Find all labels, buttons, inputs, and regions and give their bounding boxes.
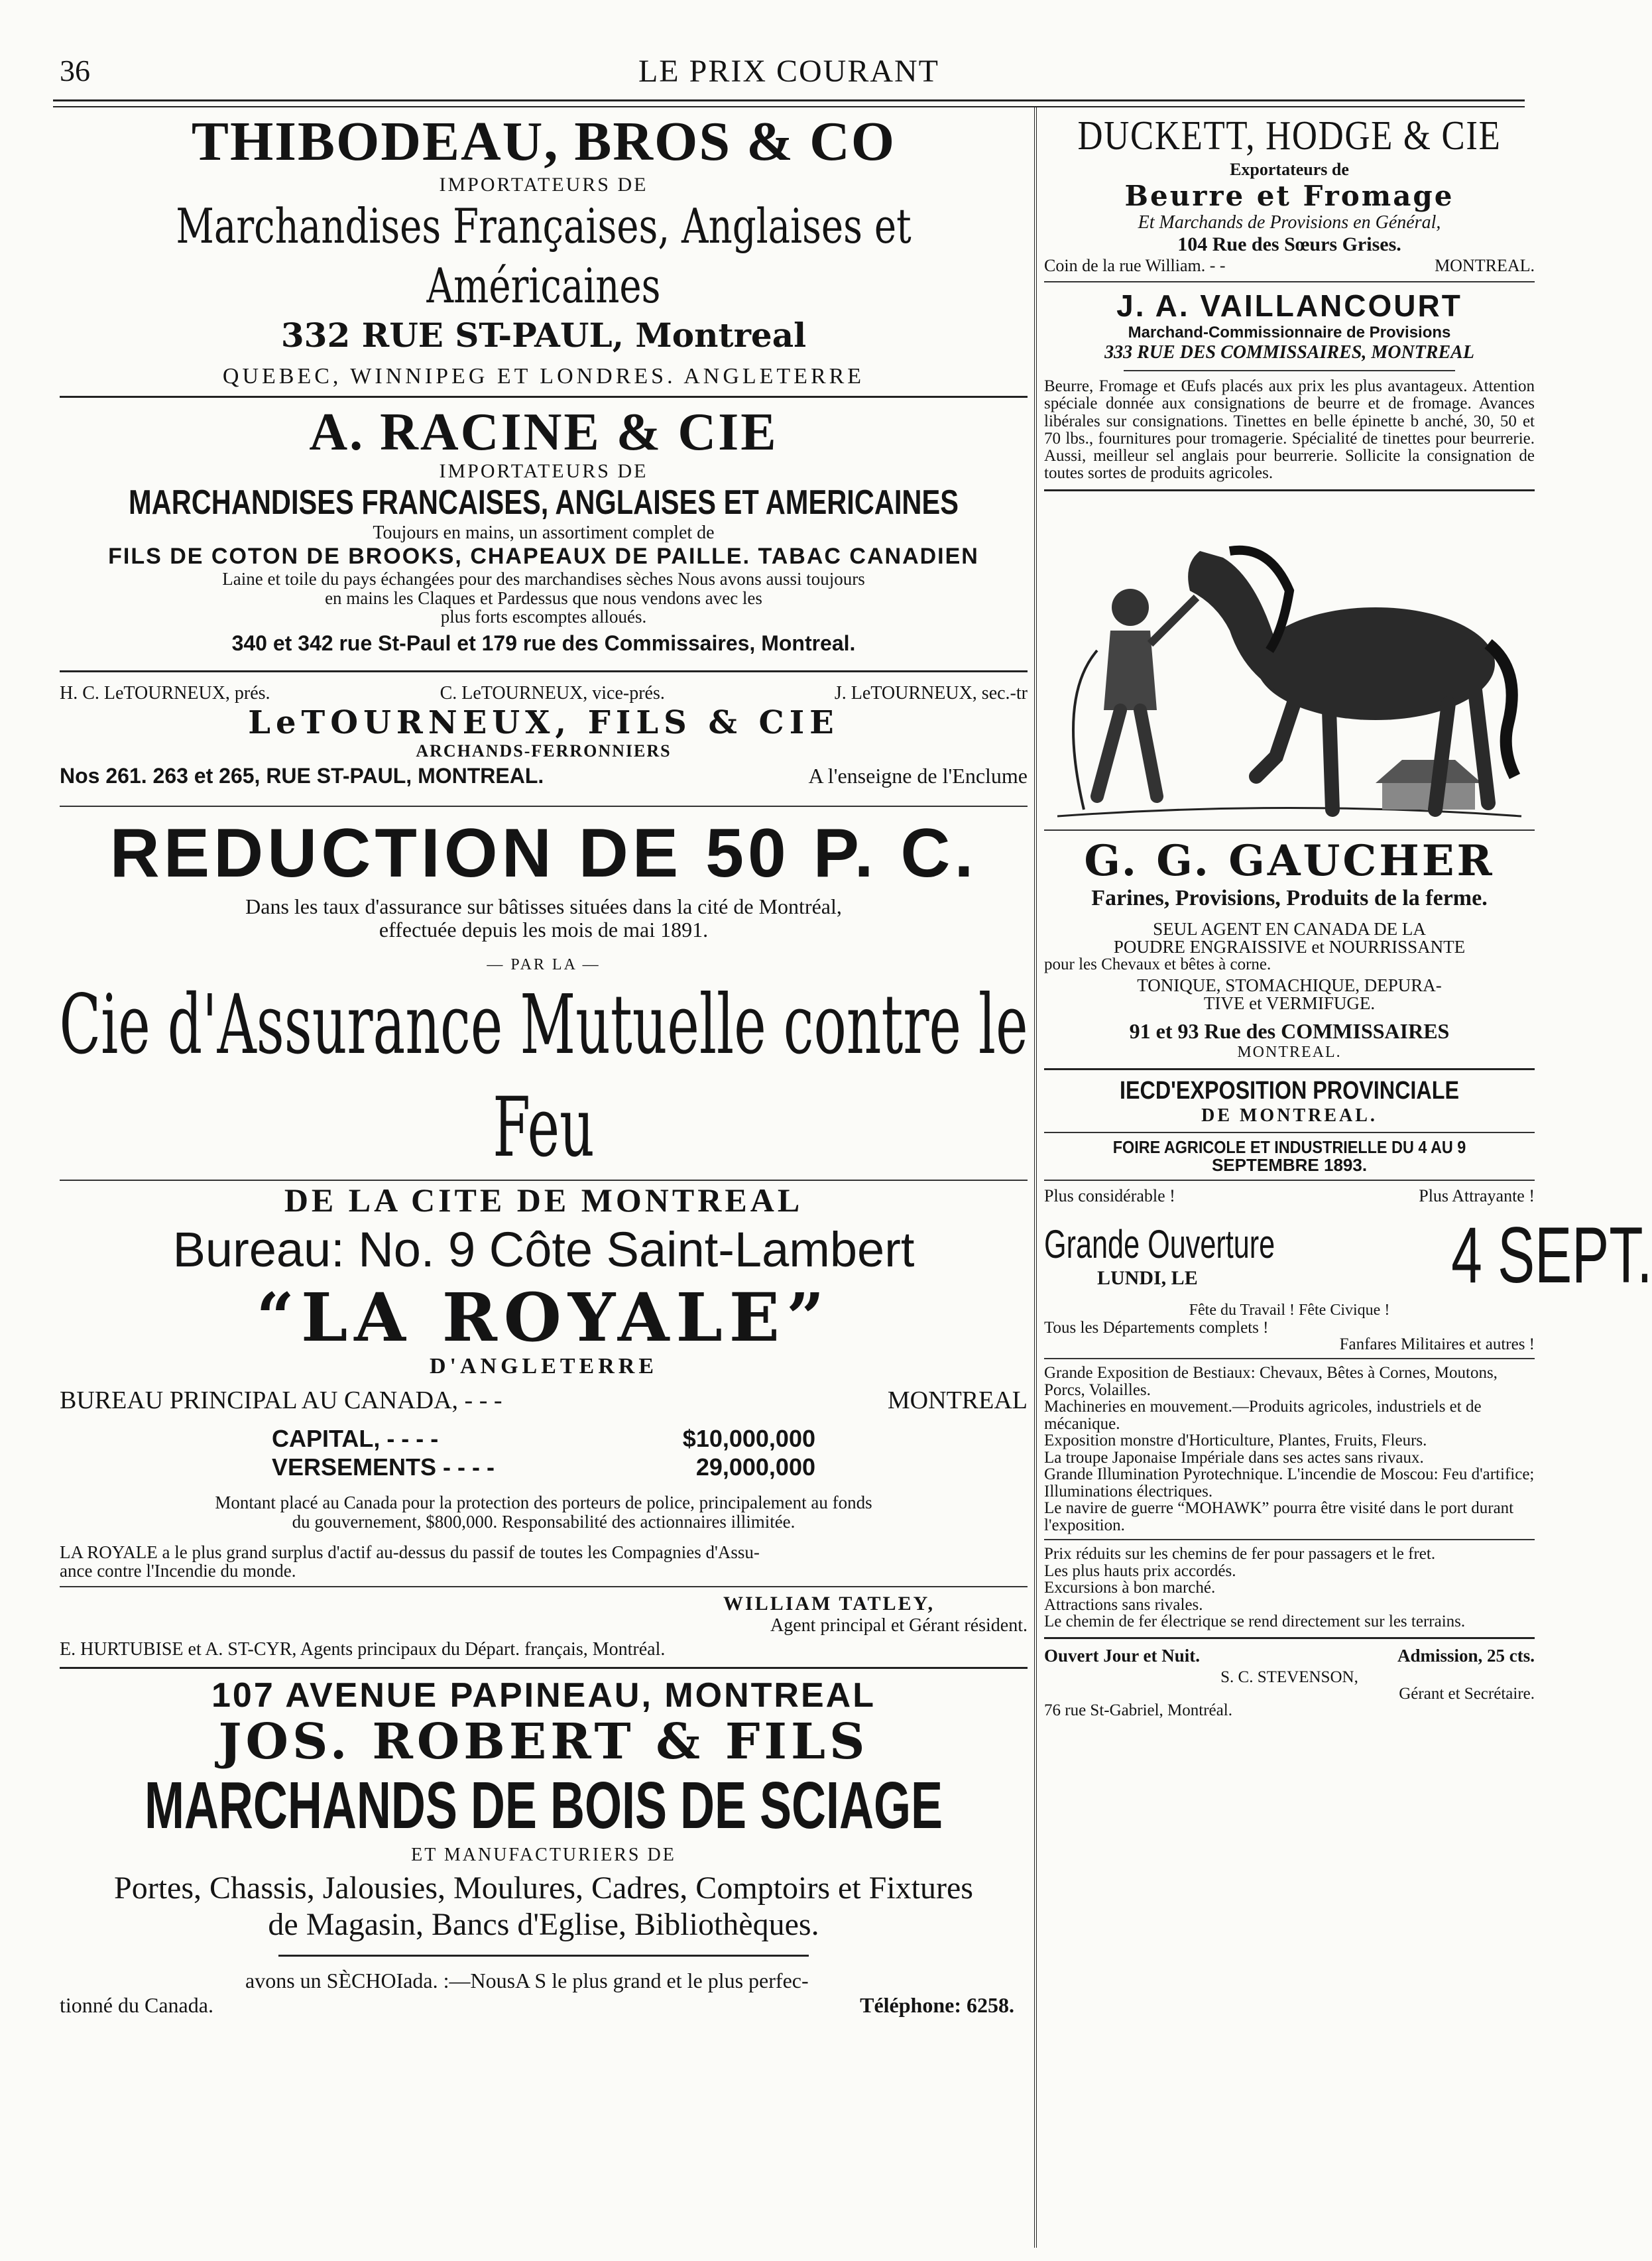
ad-robert <box>60 1676 1028 2018</box>
ad-admission: Admission, 25 cts. <box>1397 1645 1535 1666</box>
ad-name: DUCKETT, HODGE & CIE <box>1077 113 1502 158</box>
ad-text: tionné du Canada. <box>60 1993 213 2018</box>
ad-sub: Et Marchands de Provisions en Général, <box>1138 212 1441 233</box>
page-header <box>53 48 1525 94</box>
list-item: Exposition monstre d'Horticulture, Plantes, Fruits, Fleurs. <box>1044 1432 1427 1450</box>
separator <box>1044 1539 1535 1540</box>
ad-text: Tous les Départements complets ! <box>1044 1319 1269 1337</box>
ad-name: G. G. GAUCHER <box>1084 835 1495 886</box>
ad-text: Plus considérable ! <box>1044 1186 1175 1206</box>
separator <box>60 1586 1028 1587</box>
list-item: Prix réduits sur les chemins de fer pour passagers et le fret. <box>1044 1545 1436 1563</box>
separator <box>1044 281 1535 282</box>
list-item: Grande Exposition de Bestiaux: Chevaux, Bêtes à Cornes, Moutons, Porcs, Volailles. <box>1044 1364 1498 1399</box>
ad-text: du gouvernement, $800,000. Responsabilité des actionnaires illimitée. <box>292 1511 796 1532</box>
ad-city: MONTREAL. <box>1237 1043 1342 1061</box>
ad-bureau: BUREAU PRINCIPAL AU CANADA, - - - <box>60 1386 502 1414</box>
list-item: Le chemin de fer électrique se rend directement sur les terrains. <box>1044 1613 1466 1631</box>
separator <box>60 670 1028 672</box>
ad-headline: REDUCTION DE 50 P. C. <box>109 815 978 892</box>
ad-address: 107 AVENUE PAPINEAU, MONTREAL <box>211 1676 876 1715</box>
ad-address: 332 RUE ST-PAUL, Montreal <box>280 316 807 355</box>
ad-name: LeTOURNEUX, FILS & CIE <box>248 704 839 742</box>
ad-text: Montant placé au Canada pour la protection des porteurs de police, principalement au fonds <box>215 1493 872 1513</box>
list-item: Les plus hauts prix accordés. <box>1044 1561 1236 1580</box>
ad-racine <box>60 404 1028 656</box>
ad-corner: Coin de la rue William. - - <box>1044 256 1226 275</box>
ad-bureau: Bureau: No. 9 Côte Saint-Lambert <box>172 1222 915 1278</box>
publication-title: LE PRIX COURANT <box>638 54 939 89</box>
ad-company: Cie d'Assurance Mutuelle contre le Feu <box>59 977 1028 1176</box>
ad-goods: Beurre et Fromage <box>1124 180 1454 212</box>
ad-text: Plus Attrayante ! <box>1419 1186 1535 1206</box>
versements-value: 29,000,000 <box>695 1453 815 1481</box>
ad-name: A. RACINE & CIE <box>309 403 778 462</box>
ad-text: Beurre, Fromage et Œufs placés aux prix les plus avantageux. Attention spéciale donnée aux consignations de beurre et de fromage. Avances libérales sur consignations. Tinettes en belle épinette b anché, 30, 50 et 70 lbs., fournitures pour tromagerie. Spécialité de tinettes pour beurrerie. Aussi, meilleur sel anglais pour beurrerie. Sollicite la consignation de toutes sortes de produits agricoles. <box>1044 377 1535 483</box>
ad-text: Dans les taux d'assurance sur bâtisses situées dans la cité de Montréal, <box>245 894 842 919</box>
ad-text: LA ROYALE a le plus grand surplus d'actif au-dessus du passif de toutes les Compagnies d'Assu- <box>60 1542 760 1562</box>
ad-letourneux <box>60 683 1028 788</box>
capital-label: CAPITAL, - - - - <box>272 1424 439 1452</box>
ad-duckett <box>1044 113 1535 276</box>
ad-address: 333 RUE DES COMMISSAIRES, MONTREAL <box>1104 342 1474 363</box>
list-item: Grande Illumination Pyrotechnique. L'incendie de Moscou: Feu d'artifice; Illuminations électriques. <box>1044 1465 1535 1500</box>
header-rule <box>53 99 1525 101</box>
phone-number: Téléphone: 6258. <box>860 1993 1014 2018</box>
ad-city: MONTREAL <box>887 1386 1028 1414</box>
header-rule-2 <box>53 106 1525 107</box>
ad-text: en mains les Claques et Pardessus que nous vendons avec les <box>325 587 762 608</box>
separator <box>278 1955 809 1957</box>
ad-role: ARCHANDS-FERRONNIERS <box>416 741 672 761</box>
horse-and-groom-engraving <box>1057 498 1521 829</box>
ad-goods: Portes, Chassis, Jalousies, Moulures, Cadres, Comptoirs et Fixtures <box>114 1870 973 1906</box>
capital-value: $10,000,000 <box>682 1424 815 1452</box>
secretary-name: J. LeTOURNEUX, sec.-tr <box>834 683 1028 704</box>
separator <box>1044 1132 1535 1133</box>
manager-role: Gérant et Secrétaire. <box>1399 1684 1535 1703</box>
ad-city: DE LA CITE DE MONTREAL <box>284 1182 803 1219</box>
ad-text: ance contre l'Incendie du monde. <box>60 1561 296 1581</box>
ad-text: TIVE et VERMIFUGE. <box>1203 993 1376 1013</box>
ad-goods: MARCHANDISES FRANCAISES, ANGLAISES ET AMERICAINES <box>129 483 959 522</box>
ad-role: ET MANUFACTURIERS DE <box>411 1845 676 1866</box>
ad-city: MONTREAL. <box>1435 256 1535 275</box>
ad-lundi: LUNDI, LE <box>1097 1266 1198 1289</box>
ad-exposition <box>1044 1076 1652 1719</box>
list-item: La troupe Japonaise Impériale dans ses actes sans rivaux. <box>1044 1448 1424 1467</box>
ad-text: FOIRE AGRICOLE ET INDUSTRIELLE DU 4 AU 9 <box>1112 1136 1466 1157</box>
ad-text: SEUL AGENT EN CANADA DE LA <box>1153 918 1426 939</box>
ad-date: 4 SEPT. <box>1450 1211 1652 1300</box>
separator <box>1044 1180 1535 1181</box>
ad-role: IMPORTATEURS DE <box>439 174 648 196</box>
page-number: 36 <box>60 54 90 88</box>
ad-goods: de Magasin, Bancs d'Eglise, Bibliothèques. <box>268 1907 819 1943</box>
ad-ouvert: Ouvert Jour et Nuit. <box>1044 1645 1200 1666</box>
versements-label: VERSEMENTS - - - - <box>272 1453 495 1481</box>
separator <box>1044 1637 1535 1639</box>
separator <box>1044 1068 1535 1070</box>
ad-text: FILS DE COTON DE BROOKS, CHAPEAUX DE PAILLE. TABAC CANADIEN <box>108 544 979 570</box>
ad-par: — PAR LA — <box>487 956 601 974</box>
separator <box>60 1667 1028 1669</box>
right-column <box>1044 113 1652 1719</box>
ad-assurance <box>60 812 1028 1281</box>
ad-text: E. HURTUBISE et A. ST-CYR, Agents principaux du Départ. français, Montréal. <box>60 1638 666 1660</box>
ad-ouverture: Grande Ouverture <box>1044 1221 1275 1266</box>
ad-text: pour les Chevaux et bêtes à corne. <box>1044 955 1271 973</box>
separator <box>1044 1358 1535 1359</box>
ad-text: Laine et toile du pays échangées pour des marchandises sèches Nous avons aussi toujours <box>222 569 865 589</box>
agent-role: Agent principal et Gérant résident. <box>770 1615 1028 1636</box>
ad-branches: QUEBEC, WINNIPEG ET LONDRES. ANGLETERRE <box>222 364 865 389</box>
list-item: Le navire de guerre “MOHAWK” pourra être visité dans le port durant l'exposition. <box>1044 1499 1514 1534</box>
ad-sign: A l'enseigne de l'Enclume <box>808 764 1028 788</box>
ad-text: Fanfares Militaires et autres ! <box>1339 1335 1535 1354</box>
ad-text: avons un SÈCHOIada. :—NousA S le plus grand et le plus perfec- <box>245 1969 809 1993</box>
agent-name: WILLIAM TATLEY, <box>723 1592 935 1615</box>
ad-city: DE MONTREAL. <box>1201 1105 1378 1126</box>
ad-text: Fête du Travail ! Fête Civique ! <box>1189 1302 1390 1319</box>
ad-trade: MARCHANDS DE BOIS DE SCIAGE <box>144 1768 943 1843</box>
ad-role: Marchand-Commissionnaire de Provisions <box>1128 324 1451 341</box>
ad-text: plus forts escomptes alloués. <box>440 606 647 627</box>
ad-text: POUDRE ENGRAISSIVE et NOURRISSANTE <box>1113 936 1466 957</box>
ad-address: Nos 261. 263 et 265, RUE ST-PAUL, MONTREAL. <box>60 764 544 788</box>
ad-address: 104 Rue des Sœurs Grises. <box>1177 233 1401 255</box>
separator <box>1044 489 1535 491</box>
ad-name: “LA ROYALE” <box>256 1278 831 1357</box>
ad-role: IMPORTATEURS DE <box>439 460 648 483</box>
ad-royale <box>60 1278 1028 1660</box>
ad-sub: D'ANGLETERRE <box>429 1353 658 1378</box>
president-name: H. C. LeTOURNEUX, prés. <box>60 683 270 704</box>
ad-vaillancourt <box>1044 288 1535 483</box>
separator <box>60 396 1028 398</box>
ad-name: J. A. VAILLANCOURT <box>1116 288 1462 323</box>
ad-text: Toujours en mains, un assortiment complet de <box>373 522 715 544</box>
left-column <box>60 113 1028 2018</box>
separator <box>60 806 1028 807</box>
ad-text: TONIQUE, STOMACHIQUE, DEPURA- <box>1137 975 1442 995</box>
vice-president-name: C. LeTOURNEUX, vice-prés. <box>440 683 665 704</box>
separator <box>1124 370 1455 371</box>
manager-address: 76 rue St-Gabriel, Montréal. <box>1044 1701 1232 1719</box>
ad-title: IECD'EXPOSITION PROVINCIALE <box>1120 1076 1459 1105</box>
ad-address: 340 et 342 rue St-Paul et 179 rue des Commissaires, Montreal. <box>231 631 856 656</box>
ad-name: THIBODEAU, BROS & CO <box>191 111 896 172</box>
ad-gaucher <box>1044 498 1535 1062</box>
list-item: Attractions sans rivales. <box>1044 1595 1203 1614</box>
ad-text: effectuée depuis les mois de mai 1891. <box>379 918 709 942</box>
ad-thibodeau <box>60 113 1028 389</box>
list-item: Excursions à bon marché. <box>1044 1579 1216 1597</box>
ad-goods: Marchandises Françaises, Anglaises et Américaines <box>176 198 912 314</box>
ad-text: SEPTEMBRE 1893. <box>1211 1154 1368 1175</box>
ad-goods: Farines, Provisions, Produits de la ferme. <box>1091 885 1488 910</box>
list-item: Machineries en mouvement.—Produits agricoles, industriels et de mécanique. <box>1044 1398 1482 1433</box>
ad-name: JOS. ROBERT & FILS <box>218 1713 869 1770</box>
manager-name: S. C. STEVENSON, <box>1220 1668 1358 1686</box>
ad-role: Exportateurs de <box>1230 160 1349 179</box>
ad-address: 91 et 93 Rue des COMMISSAIRES <box>1129 1018 1450 1043</box>
separator <box>1044 829 1535 831</box>
